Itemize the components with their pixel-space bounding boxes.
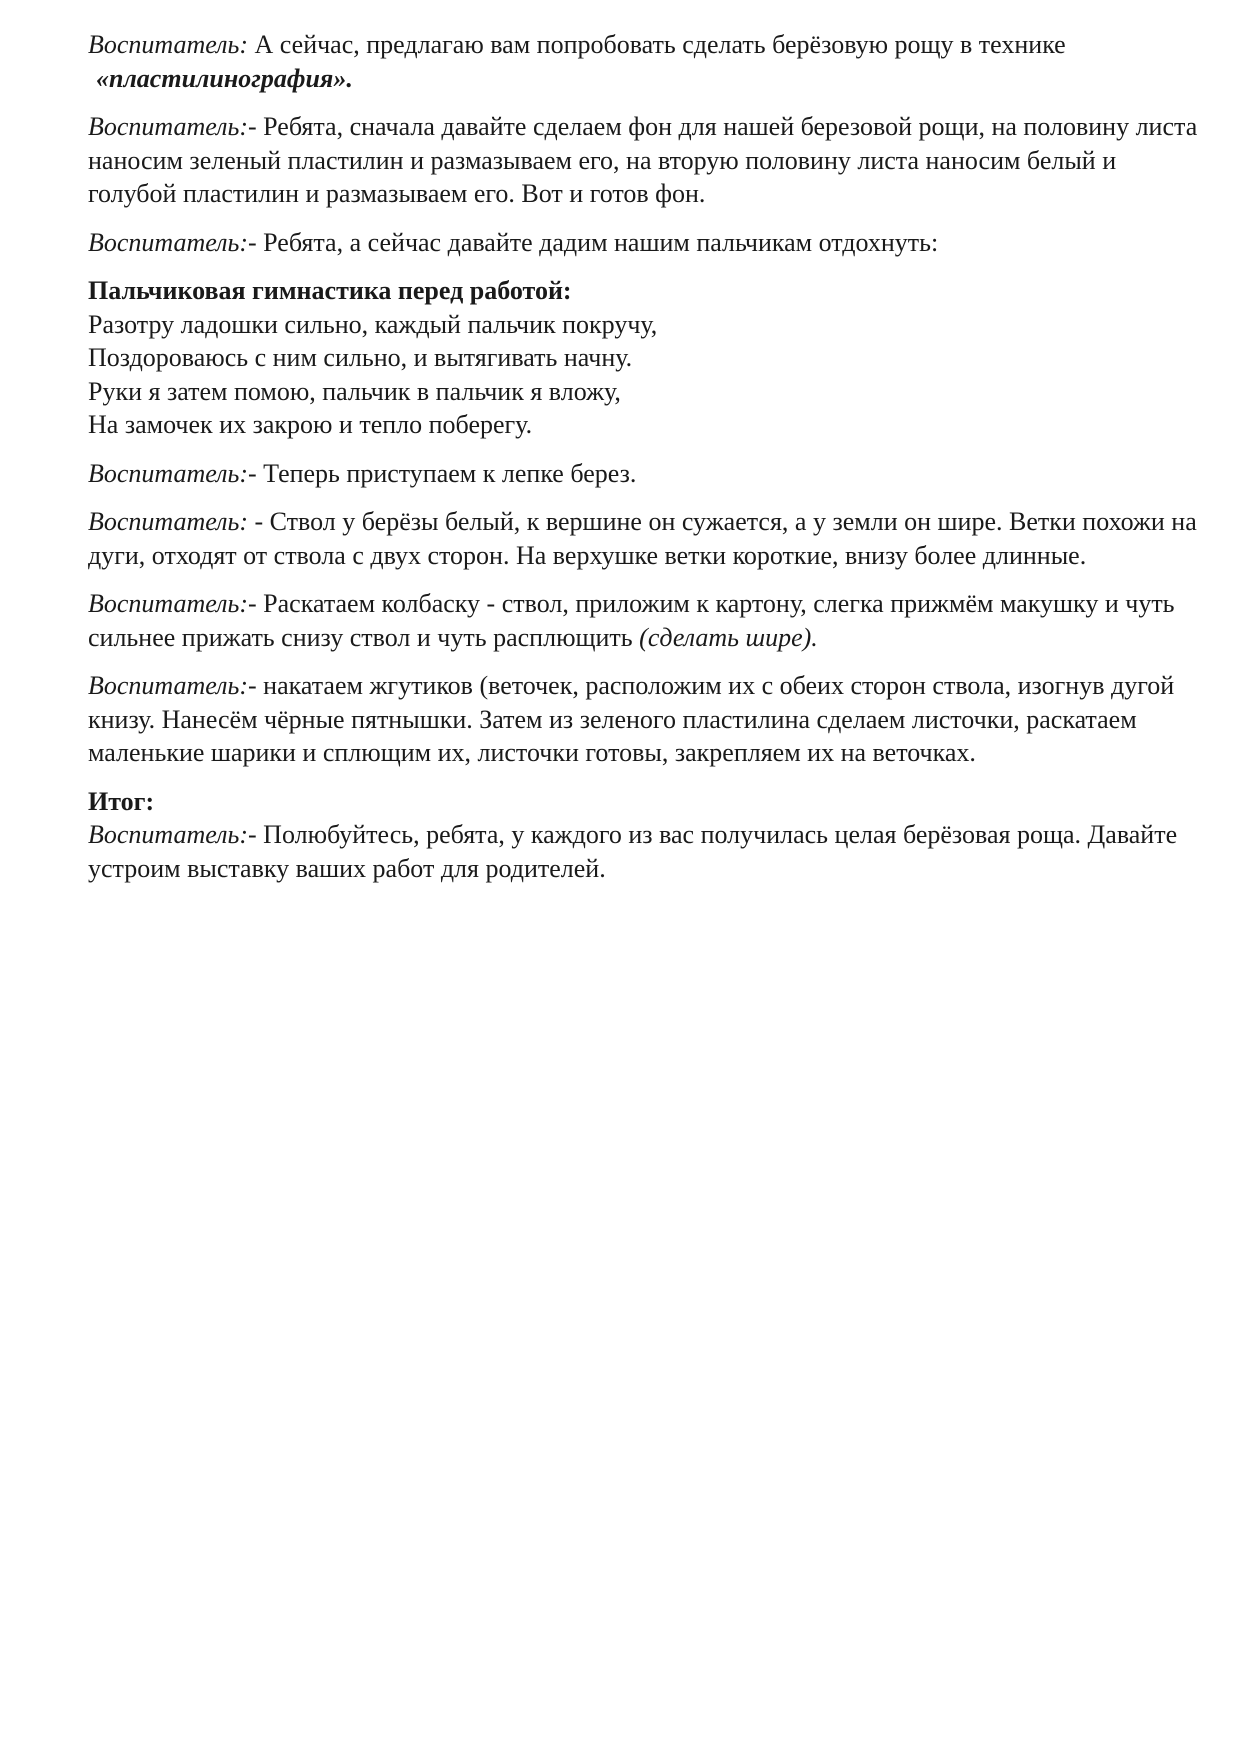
gymnastics-heading: Пальчиковая гимнастика перед работой: [88,276,572,305]
paragraph-text: - Полюбуйтесь, ребята, у каждого из вас получилась целая берёзовая роща. Давайте устроим выставку ваших работ для родителей. [88,820,1178,883]
poem-line: Разотру ладошки сильно, каждый пальчик покручу, [88,309,658,339]
paragraph-note: (сделать шире). [639,622,818,652]
technique-name: «пластилинография». [96,63,353,93]
paragraph-start-modeling [88,457,1208,491]
summary-section [88,785,1208,886]
speaker-label: Воспитатель: [88,820,249,849]
paragraph-trunk [88,587,1208,654]
speaker-label: Воспитатель: [88,227,249,257]
document-page [88,28,1208,900]
paragraph-text: - Раскатаем колбаску - ствол, приложим к картону, слегка прижмём макушку и чуть сильнее прижать снизу ствол и чуть расплющить [88,589,1175,652]
speaker-label: Воспитатель: [88,589,249,618]
poem-line: На замочек их закрою и тепло поберегу. [88,410,533,439]
paragraph-branches [88,669,1208,770]
speaker-label: Воспитатель: [88,507,249,536]
paragraph-text: - Ствол у берёзы белый, к вершине он сужается, а у земли он шире. Ветки похожи на дуги, отходят от ствола с двух сторон. На верхушке ветки короткие, внизу более длинные. [88,507,1197,570]
paragraph-text: А сейчас, предлагаю вам попробовать сделать берёзовую рощу в технике [248,30,1066,59]
speaker-label: Воспитатель: [88,671,249,700]
speaker-label: Воспитатель: [88,458,249,488]
poem-line: Поздороваюсь с ним сильно, и вытягивать начну. [88,343,633,372]
paragraph-rest [88,226,1208,260]
paragraph-background [88,110,1208,211]
paragraph-text: - Теперь приступаем к лепке берез. [248,458,637,488]
paragraph-birch-description [88,505,1208,572]
paragraph-text: - Ребята, сначала давайте сделаем фон для нашей березовой рощи, на половину листа наносим зеленый пластилин и размазываем его, на вторую половину листа наносим белый и голубой пластилин и размазываем его. Вот и готов фон. [88,112,1198,208]
summary-heading: Итог: [88,786,155,816]
paragraph-text: - Ребята, а сейчас давайте дадим нашим пальчикам отдохнуть: [248,227,939,257]
speaker-label: Воспитатель: [88,112,249,141]
gymnastics-section [88,274,1208,442]
paragraph-intro [88,28,1208,95]
poem-line: Руки я затем помою, пальчик в пальчик я вложу, [88,376,621,406]
paragraph-text: - накатаем жгутиков (веточек, расположим их с обеих сторон ствола, изогнув дугой книзу. Нанесём чёрные пятнышки. Затем из зеленого пластилина сделаем листочки, раскатаем маленькие шарики и сплющим их, листочки готовы, закрепляем их на веточках. [88,671,1175,767]
speaker-label: Воспитатель: [88,30,249,59]
